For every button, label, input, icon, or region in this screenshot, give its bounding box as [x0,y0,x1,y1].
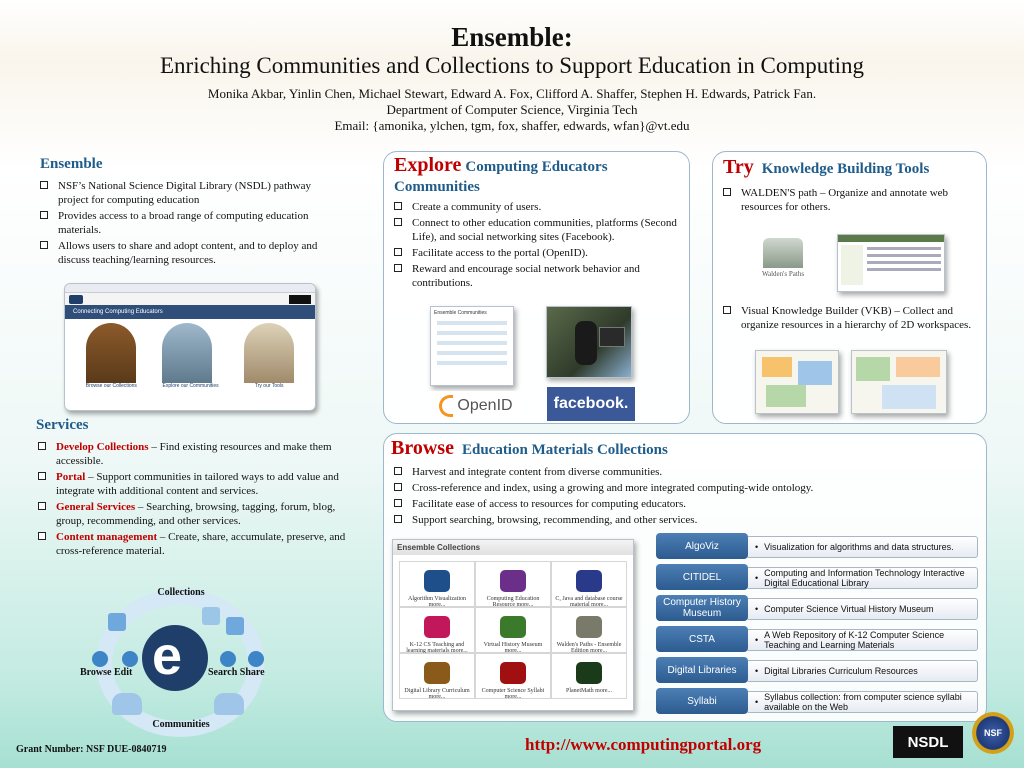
email-line: Email: {amonika, ylchen, tgm, fox, shaffer, edwards, wfan}@vt.edu [334,118,690,133]
diagram-communities-label: Communities [152,719,210,730]
explore-panel [383,151,690,424]
diagram-browse-edit-label: Browse Edit [80,667,133,678]
ensemble-heading: Ensemble [40,156,103,172]
browse-subtitle: Education Materials Collections [461,442,668,458]
collection-label: Computer Science Syllabi more... [481,688,545,700]
list-item: Cross-reference and index, using a growing and more integrated computing-wide ontology. [392,481,972,495]
document-icon [108,613,126,631]
explore-title: Explore [394,154,462,176]
collection-label: Digital Library Curriculum more... [404,688,470,700]
try-subtitle: Knowledge Building Tools [761,161,930,177]
affiliation: Department of Computer Science, Virginia Tech [386,102,638,117]
walden-paths-logo: Walden's Paths [755,238,811,288]
browser-bar [65,284,315,293]
collections-title: Ensemble Collections [393,540,633,555]
diagram-collections-label: Collections [157,587,205,598]
nsdl-mini-logo [289,295,311,304]
users-icon [112,693,142,715]
collection-cell[interactable] [475,561,551,607]
legend-row [656,595,978,621]
try-list-vkb [721,304,983,334]
collection-logo-icon [424,662,450,684]
vkb-screenshot-1 [755,350,839,414]
ensemble-list [38,179,340,267]
legend-description: • Visualization for algorithms and data structures. [746,536,978,558]
collections-screenshot [392,539,634,711]
legend-row [656,657,978,683]
list-item: Facilitate ease of access to resources for computing educators. [392,497,972,511]
list-item: Portal – Support communities in tailored ways to add value and integrate with additional content and services. [36,470,352,498]
explore-list [392,200,688,292]
list-item: General Services – Searching, browsing, tagging, forum, blog, group, recommending, and other services. [36,500,352,528]
browse-list [392,465,972,529]
search-icon [220,651,236,667]
communities-list-screenshot: Ensemble Communities [430,306,514,386]
authors: Monika Akbar, Yinlin Chen, Michael Stewart, Edward A. Fox, Clifford A. Shaffer, Stephen H. Edwards, Patrick Fan. [207,86,817,101]
list-item: Facilitate access to the portal (OpenID). [392,246,688,260]
try-title: Try [723,156,754,178]
list-item: Content management – Create, share, accumulate, preserve, and cross-reference material. [36,530,352,558]
portal-url-link[interactable]: http://www.computingportal.org [525,735,762,754]
collection-logo-icon [424,570,450,592]
ensemble-logo-icon [69,295,83,304]
grant-number: Grant Number: NSF DUE-0840719 [16,744,167,755]
explore-subtitle: Computing Educators Communities [394,159,608,195]
services-list [36,440,352,558]
services-heading: Services [36,417,89,433]
folder-icon [226,617,244,635]
legend-collection-button[interactable]: Syllabi [656,688,748,714]
collection-cell[interactable] [551,607,627,653]
legend-row [656,533,978,559]
poster-subtitle: Enriching Communities and Collections to Support Education in Computing [159,53,864,78]
list-item: Visual Knowledge Builder (VKB) – Collect and organize resources in a hierarchy of 2D workspaces. [721,304,983,332]
legend-description: • Syllabus collection: from computer science syllabi available on the Web [746,691,978,713]
facebook-logo: facebook. [547,387,635,421]
vkb-screenshot-2 [851,350,947,414]
collection-cell[interactable] [399,561,475,607]
collection-label: Algorithm Visualization more... [407,596,467,608]
legend-description: • A Web Repository of K-12 Computer Science Teaching and Learning Materials [746,629,978,651]
ensemble-section [40,156,340,269]
collection-label: Walden's Paths - Ensemble Edition more... [556,642,622,654]
legend-collection-button[interactable]: CITIDEL [656,564,748,590]
legend-row [656,564,978,590]
try-list-walden [721,186,983,216]
poster-header [0,22,1024,134]
list-item: Connect to other education communities, platforms (Second Life), and social networking sites (Facebook). [392,216,688,244]
nsf-seal-logo: NSF [972,712,1014,754]
collection-cell[interactable] [399,653,475,699]
second-life-image [546,306,632,378]
collection-logo-icon [576,616,602,638]
portal-screenshot [64,283,316,411]
legend-description: • Digital Libraries Curriculum Resources [746,660,978,682]
collection-label: K-12 CS Teaching and learning materials more... [406,642,468,654]
collection-logo-icon [500,616,526,638]
legend-collection-button[interactable]: Computer History Museum [656,595,748,621]
diagram-search-share-label: Search Share [208,667,265,678]
users-group-icon [214,693,244,715]
legend-collection-button[interactable]: CSTA [656,626,748,652]
try-panel [712,151,987,424]
collection-cell[interactable] [399,607,475,653]
arch-explore[interactable]: Explore our Communities [162,323,218,389]
list-item: WALDEN'S path – Organize and annotate web resources for others. [721,186,983,214]
collection-label: Virtual History Museum more... [483,642,543,654]
list-item: Create a community of users. [392,200,688,214]
legend-description: • Computer Science Virtual History Museum [746,598,978,620]
collection-logo-icon [424,616,450,638]
browse-title: Browse [391,437,454,459]
share-icon [248,651,264,667]
collection-logo-icon [576,662,602,684]
arch-browse[interactable]: Browse our Collections [86,323,137,389]
list-item: Allows users to share and adopt content, and to deploy and discuss teaching/learning resources. [38,239,340,267]
collection-label: C, Java and database course material more... [555,596,623,608]
arch-try[interactable]: Try our Tools [244,323,294,389]
collection-cell[interactable] [551,561,627,607]
collection-label: Computing Education Resource more... [486,596,540,608]
list-item: Reward and encourage social network behavior and contributions. [392,262,688,290]
legend-collection-button[interactable]: Digital Libraries [656,657,748,683]
services-diagram [80,585,272,741]
collection-logo-icon [576,570,602,592]
list-item: Harvest and integrate content from diverse communities. [392,465,972,479]
list-item: NSF’s National Science Digital Library (NSDL) pathway project for computing education [38,179,340,207]
list-item: Develop Collections – Find existing resources and make them accessible. [36,440,352,468]
page-icon [202,607,220,625]
collection-cell[interactable] [475,607,551,653]
ensemble-e-logo-icon: e [142,625,208,691]
nsdl-logo: NSDL [893,726,963,758]
portal-site-title: Connecting Computing Educators [65,305,315,319]
services-section [36,417,352,560]
legend-collection-button[interactable]: AlgoViz [656,533,748,559]
collection-cell[interactable] [475,653,551,699]
legend-row [656,626,978,652]
legend-description: • Computing and Information Technology Interactive Digital Educational Library [746,567,978,589]
collections-grid [399,561,627,699]
walden-screenshot [837,234,945,292]
openid-logo: OpenID [430,391,522,421]
collection-label: PlanetMath more... [566,688,612,694]
collection-logo-icon [500,570,526,592]
list-item: Support searching, browsing, recommending, and other services. [392,513,972,527]
collection-cell[interactable] [551,653,627,699]
browse-icon [92,651,108,667]
poster-title: Ensemble: [451,22,573,52]
collection-logo-icon [500,662,526,684]
legend-row [656,688,978,714]
list-item: Provides access to a broad range of computing education materials. [38,209,340,237]
edit-icon [122,651,138,667]
